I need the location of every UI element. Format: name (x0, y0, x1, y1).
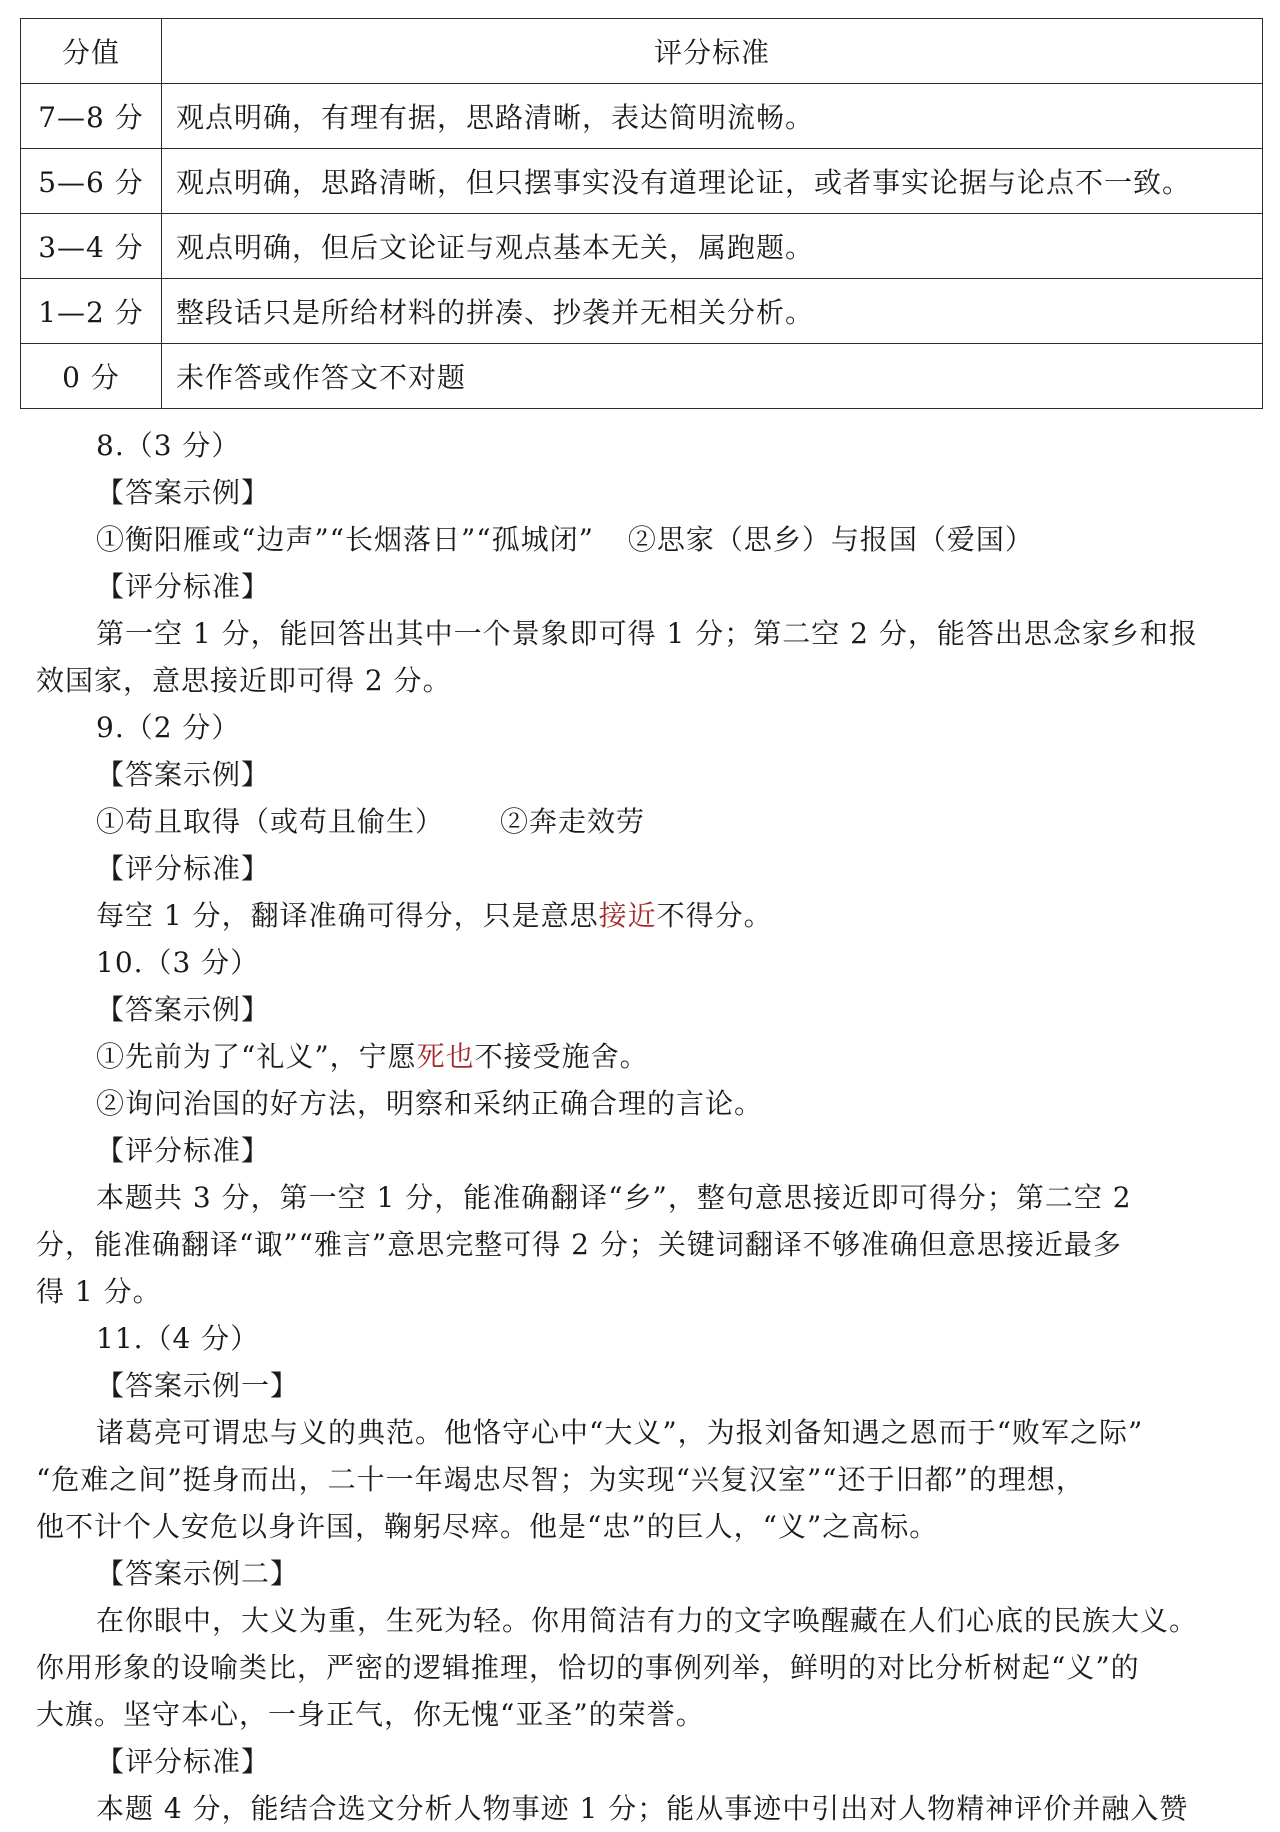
q9-answer (0, 798, 1280, 845)
q11-example1-line: 诸葛亮可谓忠与义的典范。他恪守心中“大义”，为报刘备知遇之恩而于“败军之际” (96, 1416, 1144, 1449)
q9-scoring-text: 不得分。 (656, 899, 773, 932)
row-score: 7—8 分 (21, 84, 162, 149)
q9-scoring-text: 每空 1 分，翻译准确可得分，只是意思 (96, 899, 599, 932)
row-score: 5—6 分 (21, 149, 162, 214)
q10-answer-1 (0, 1033, 1280, 1080)
q11-example2-line: 大旗。坚守本心，一身正气，你无愧“亚圣”的荣誉。 (36, 1698, 705, 1731)
table-row (21, 149, 1263, 214)
row-score: 0 分 (21, 344, 162, 409)
q10-answer-text: ①先前为了“礼义”，宁愿 (96, 1040, 417, 1073)
q8-answer-b: ②思家（思乡）与报国（爱国） (627, 523, 1034, 556)
q11-example1-line: “危难之间”挺身而出，二十一年竭忠尽智；为实现“兴复汉室”“还于旧都”的理想， (36, 1463, 1085, 1496)
q9-answer-heading: 【答案示例】 (96, 758, 271, 791)
q8-scoring-heading: 【评分标准】 (96, 570, 271, 603)
q8-scoring-line: 效国家，意思接近即可得 2 分。 (36, 664, 452, 697)
q9-title: 9.（2 分） (96, 711, 241, 744)
q10-scoring-heading: 【评分标准】 (96, 1134, 271, 1167)
q11-scoring-heading: 【评分标准】 (96, 1745, 271, 1778)
header-score: 分值 (21, 19, 162, 84)
table-row (21, 344, 1263, 409)
row-criteria: 观点明确，思路清晰，但只摆事实没有道理论证，或者事实论据与论点不一致。 (162, 149, 1263, 214)
q9-answer-a: ①苟且取得（或苟且偷生） (96, 805, 445, 838)
q8-answer-a: ①衡阳雁或“边声”“长烟落日”“孤城闭” (96, 523, 594, 556)
table-header-row (21, 19, 1263, 84)
answer-content (0, 422, 1280, 1832)
row-criteria: 观点明确，有理有据，思路清晰，表达简明流畅。 (162, 84, 1263, 149)
q11-scoring-line: 本题 4 分，能结合选文分析人物事迹 1 分；能从事迹中引出对人物精神评价并融入赞 (96, 1792, 1189, 1825)
q11-example1-line: 他不计个人安危以身许国，鞠躬尽瘁。他是“忠”的巨人，“义”之高标。 (36, 1510, 939, 1543)
row-criteria: 未作答或作答文不对题 (162, 344, 1263, 409)
q11-title: 11.（4 分） (96, 1322, 260, 1355)
table-row (21, 84, 1263, 149)
row-criteria: 观点明确，但后文论证与观点基本无关，属跑题。 (162, 214, 1263, 279)
q9-scoring-red-text: 接近 (598, 899, 657, 932)
q10-answer-text: 不接受施舍。 (474, 1040, 649, 1073)
q11-example1-heading: 【答案示例一】 (96, 1369, 300, 1402)
q11-example2-heading: 【答案示例二】 (96, 1557, 300, 1590)
q10-answer-heading: 【答案示例】 (96, 993, 271, 1026)
row-criteria: 整段话只是所给材料的拼凑、抄袭并无相关分析。 (162, 279, 1263, 344)
q10-answer-2: ②询问治国的好方法，明察和采纳正确合理的言论。 (96, 1087, 764, 1120)
q10-scoring-line: 得 1 分。 (36, 1275, 162, 1308)
q8-scoring-line: 第一空 1 分，能回答出其中一个景象即可得 1 分；第二空 2 分，能答出思念家乡和报 (96, 617, 1198, 650)
q11-example2-line: 你用形象的设喻类比，严密的逻辑推理，恰切的事例列举，鲜明的对比分析树起“义”的 (36, 1651, 1140, 1684)
scoring-table (20, 18, 1263, 409)
row-score: 3—4 分 (21, 214, 162, 279)
row-score: 1—2 分 (21, 279, 162, 344)
header-criteria: 评分标准 (162, 19, 1263, 84)
q9-answer-b: ②奔走效劳 (500, 805, 646, 838)
q8-answer (0, 516, 1280, 563)
q8-answer-heading: 【答案示例】 (96, 476, 271, 509)
q10-title: 10.（3 分） (96, 946, 260, 979)
q10-scoring-line: 本题共 3 分，第一空 1 分，能准确翻译“乡”，整句意思接近即可得分；第二空 2 (96, 1181, 1132, 1214)
q10-scoring-line: 分，能准确翻译“诹”“雅言”意思完整可得 2 分；关键词翻译不够准确但意思接近最多 (36, 1228, 1122, 1261)
table-row (21, 214, 1263, 279)
q8-title: 8.（3 分） (96, 429, 241, 462)
q11-example2-line: 在你眼中，大义为重，生死为轻。你用简洁有力的文字唤醒藏在人们心底的民族大义。 (96, 1604, 1199, 1637)
table-row (21, 279, 1263, 344)
q9-scoring-line (0, 892, 1280, 939)
q9-scoring-heading: 【评分标准】 (96, 852, 271, 885)
q10-answer-red-text: 死也 (416, 1040, 475, 1073)
